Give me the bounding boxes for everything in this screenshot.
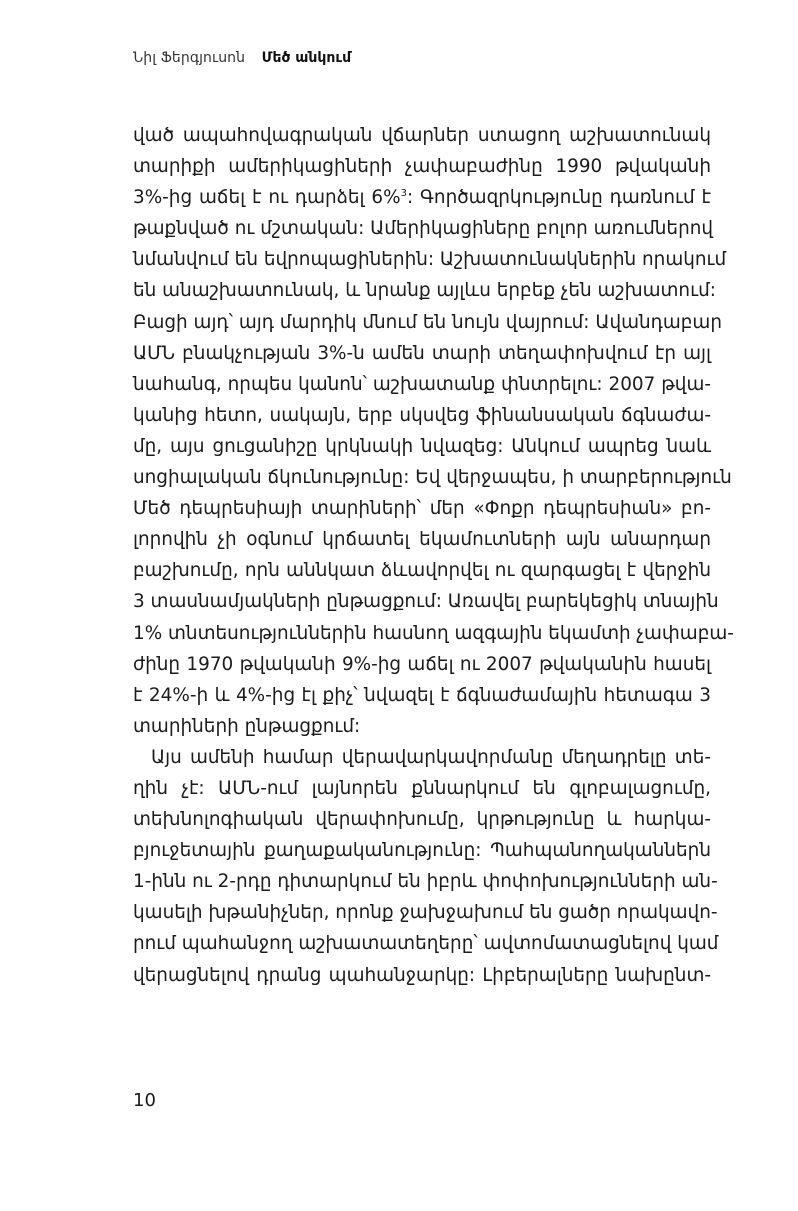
text-line: նահանգ, որպես կանոն՝ աշխատանք փնտրելու: 2007 թվա-: [133, 373, 711, 395]
text-line: բաշխումը, որն աննկատ ձևավորվել ու զարգացել է վերջին: [133, 560, 711, 582]
text-line: րում պահանջող աշխատատեղերը՝ ավտոմատացնելով կամ: [133, 933, 719, 955]
body-text: [133, 120, 734, 991]
text-line: տեխնոլոգիական վերափոխումը, կրթությունը և հարկա-: [133, 809, 711, 831]
running-header: [133, 48, 351, 68]
text-segment: : Գործազրկությունը դառնում է: [406, 187, 711, 209]
text-line: 1-ինն ու 2-րդը դիտարկում են իբրև փոփոխությունների ան-: [133, 871, 718, 893]
paragraph-start-line: Այս ամենի համար վերավարկավորմանը մեղադրելը տե-: [151, 746, 711, 768]
text-line: բյուջետային քաղաքականությունը: Պահպանողականներն: [133, 840, 711, 862]
text-line: 1% տնտեսություններին հասնող ազգային եկամտի չափաբա-: [133, 622, 734, 644]
text-line: կանից հետո, սակայն, երբ սկսվեց ֆինանսական ճգնաժա-: [133, 404, 711, 426]
text-line: 3 տասնամյակների ընթացքում: Առավել բարեկեցիկ տնային: [133, 591, 719, 613]
footnote-marker[interactable]: 3: [400, 188, 407, 200]
text-line: են անաշխատունակ, և նրանք այլևս երբեք չեն աշխատում:: [133, 280, 716, 302]
text-line: թաքնված ու մշտական: Ամերիկացիները բոլոր առումներով: [133, 218, 714, 240]
text-line-with-footnote: [133, 182, 711, 213]
text-line: կասելի խթանիչներ, որոնք ջախջախում են ցածր որակավո-: [133, 902, 718, 924]
text-line: ժինը 1970 թվականի 9%-ից աճել ու 2007 թվականին հասել: [133, 653, 711, 675]
text-line: Բացի այդ՝ այդ մարդիկ մնում են նույն վայրում: Ավանդաբար: [133, 311, 723, 333]
text-line: ղին չէ: ԱՄՆ-ում լայնորեն քննարկում են գլոբալացումը,: [133, 777, 711, 799]
text-line: տարիքի ամերիկացիների չափաբաժինը 1990 թվականի: [133, 156, 711, 178]
text-line: սոցիալական ճկունությունը: Եվ վերջապես, ի տարբերություն: [133, 467, 732, 489]
text-line: ված ապահովագրական վճարներ ստացող աշխատունակ: [133, 125, 711, 146]
page-number: 10: [133, 1090, 156, 1111]
text-line: ԱՄՆ բնակչության 3%-ն ամեն տարի տեղափոխվում էր այլ: [133, 342, 711, 364]
text-line: է 24%-ի և 4%-ից էլ քիչ՝ նվազել է ճգնաժամային հետագա 3: [133, 684, 711, 706]
paragraph-end-line: տարիների ընթացքում:: [133, 715, 361, 737]
text-line: լորովին չի օգնում կրճատել եկամուտների այն անարդար: [133, 529, 711, 551]
author-name: Նիլ Ֆերգյուսոն: [133, 50, 246, 66]
book-title: Մեծ անկում: [261, 50, 352, 66]
text-line: Մեծ դեպրեսիայի տարիների՝ մեր «Փոքր դեպրեսիան» բո-: [133, 498, 711, 520]
text-line: մը, այս ցուցանիշը կրկնակի նվազեց: Անկում ապրեց նաև: [133, 435, 711, 457]
text-line: նմանվում են եվրոպացիներին: Աշխատունակներին որակում: [133, 249, 727, 271]
text-segment: 3%-ից աճել է ու դարձել 6%: [133, 187, 401, 209]
text-line: վերացնելով դրանց պահանջարկը: Լիբերալները նախընտ-: [133, 964, 711, 986]
